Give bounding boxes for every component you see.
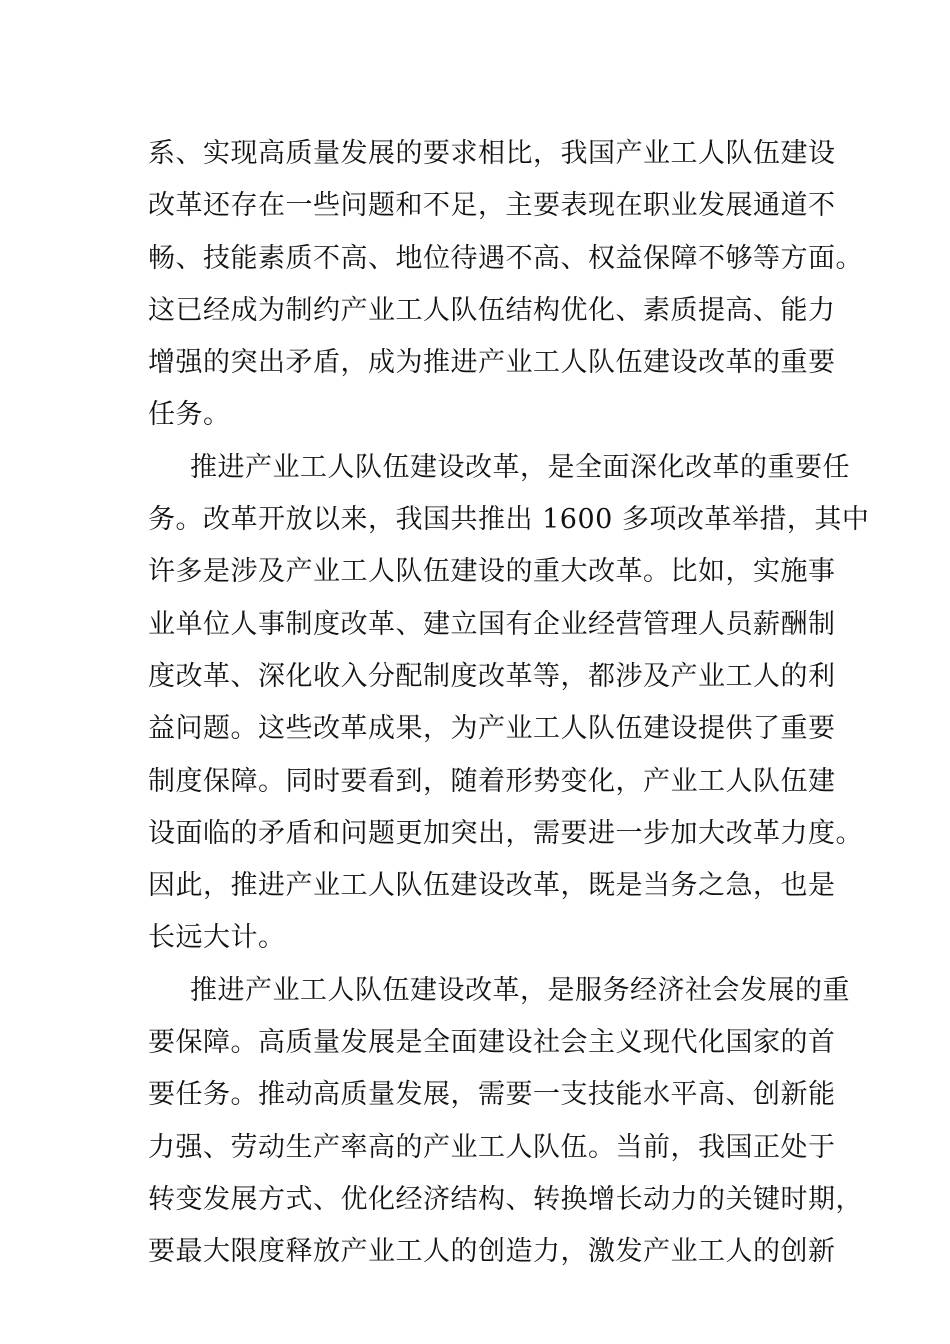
- text-line: 度改革、深化收入分配制度改革等，都涉及产业工人的利: [148, 660, 836, 692]
- text-line: 因此，推进产业工人队伍建设改革，既是当务之急，也是: [148, 870, 836, 902]
- text-line: 改革还存在一些问题和不足，主要表现在职业发展通道不: [148, 190, 836, 222]
- text-line: 要保障。高质量发展是全面建设社会主义现代化国家的首: [148, 1027, 836, 1059]
- text-line: 许多是涉及产业工人队伍建设的重大改革。比如，实施事: [148, 556, 836, 588]
- text-line: 务。改革开放以来，我国共推出 1600 多项改革举措，其中: [148, 504, 870, 536]
- text-line: 制度保障。同时要看到，随着形势变化，产业工人队伍建: [148, 765, 836, 797]
- text-line: 长远大计。: [148, 922, 286, 954]
- text-line: 业单位人事制度改革、建立国有企业经营管理人员薪酬制: [148, 608, 836, 640]
- document-body: [148, 128, 870, 1279]
- paragraph-3: [148, 965, 863, 1279]
- text-line: 增强的突出矛盾，成为推进产业工人队伍建设改革的重要: [148, 347, 836, 379]
- text-line: 系、实现高质量发展的要求相比，我国产业工人队伍建设: [148, 138, 836, 169]
- text-line: 推进产业工人队伍建设改革，是全面深化改革的重要任: [190, 451, 850, 483]
- text-line: 这已经成为制约产业工人队伍结构优化、素质提高、能力: [148, 294, 836, 326]
- text-line: 任务。: [148, 399, 231, 431]
- text-line: 推进产业工人队伍建设改革，是服务经济社会发展的重: [190, 974, 850, 1006]
- text-line: 力强、劳动生产率高的产业工人队伍。当前，我国正处于: [148, 1131, 836, 1163]
- text-line: 要任务。推动高质量发展，需要一支技能水平高、创新能: [148, 1079, 836, 1111]
- text-line: 设面临的矛盾和问题更加突出，需要进一步加大改革力度。: [148, 817, 863, 849]
- text-line: 转变发展方式、优化经济结构、转换增长动力的关键时期，: [148, 1183, 863, 1215]
- paragraph-2: [148, 442, 870, 965]
- text-line: 益问题。这些改革成果，为产业工人队伍建设提供了重要: [148, 713, 836, 745]
- text-line: 畅、技能素质不高、地位待遇不高、权益保障不够等方面。: [148, 242, 863, 274]
- paragraph-1: [148, 128, 863, 442]
- text-line: 要最大限度释放产业工人的创造力，激发产业工人的创新: [148, 1236, 836, 1268]
